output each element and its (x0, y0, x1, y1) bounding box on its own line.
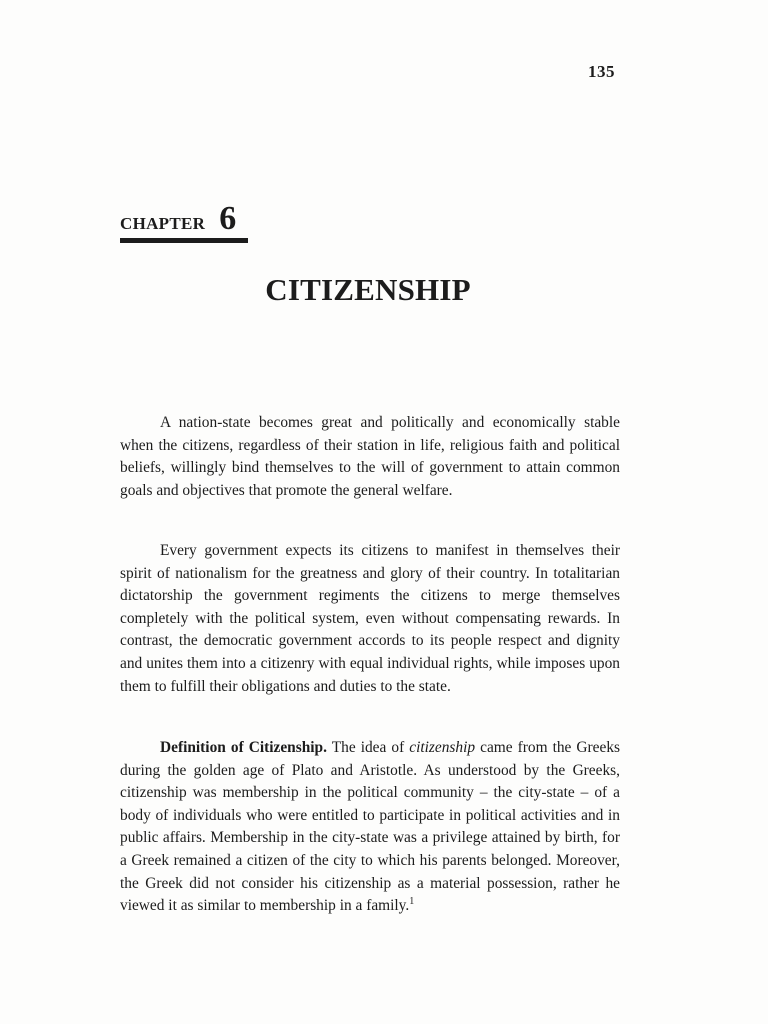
chapter-line (120, 202, 248, 236)
paragraph-1-text: A nation-state becomes great and politically and economically stable when the citizens, regardless of their station in life, religious faith and political beliefs, willingly bind themselves to the will of government to attain common goals and objectives that promote the general welfare. (120, 414, 620, 499)
italic-term: citizenship (409, 739, 476, 756)
paragraph-2 (120, 540, 620, 698)
chapter-label: CHAPTER (120, 214, 206, 233)
paragraph-3-text-after: came from the Greeks during the golden age of Plato and Aristotle. As understood by the Greeks, citizenship was membership in the political community – the city-state – of a body of individuals who were entitled to participate in political activities and in public affairs. Membership in the city-state was a privilege attained by birth, for a Greek remained a citizen of the city to which his parents belonged. Moreover, the Greek did not consider his citizenship as a material possession, rather he viewed it as similar to membership in a family. (120, 739, 621, 915)
definition-heading: Definition of Citizenship. (160, 739, 327, 756)
paragraph-3 (120, 737, 620, 918)
chapter-title: CITIZENSHIP (265, 272, 471, 307)
paragraph-1 (120, 412, 620, 502)
chapter-underline-rule (120, 238, 248, 243)
chapter-heading (120, 202, 248, 243)
chapter-number: 6 (219, 200, 237, 237)
paragraph-3-text-before: The idea of (331, 739, 405, 756)
footnote-marker: 1 (409, 896, 415, 908)
page-number: 135 (588, 62, 615, 81)
paragraph-2-text: Every government expects its citizens to manifest in themselves their spirit of nationalism for the greatness and glory of their country. In totalitarian dictatorship the government regiments the citizens to merge themselves completely with the political system, even without compensating rewards. In contrast, the democratic government accords to its people respect and dignity and unites them into a citizenry with equal individual rights, while imposes upon them to fulfill their obligations and duties to the state. (120, 542, 620, 695)
